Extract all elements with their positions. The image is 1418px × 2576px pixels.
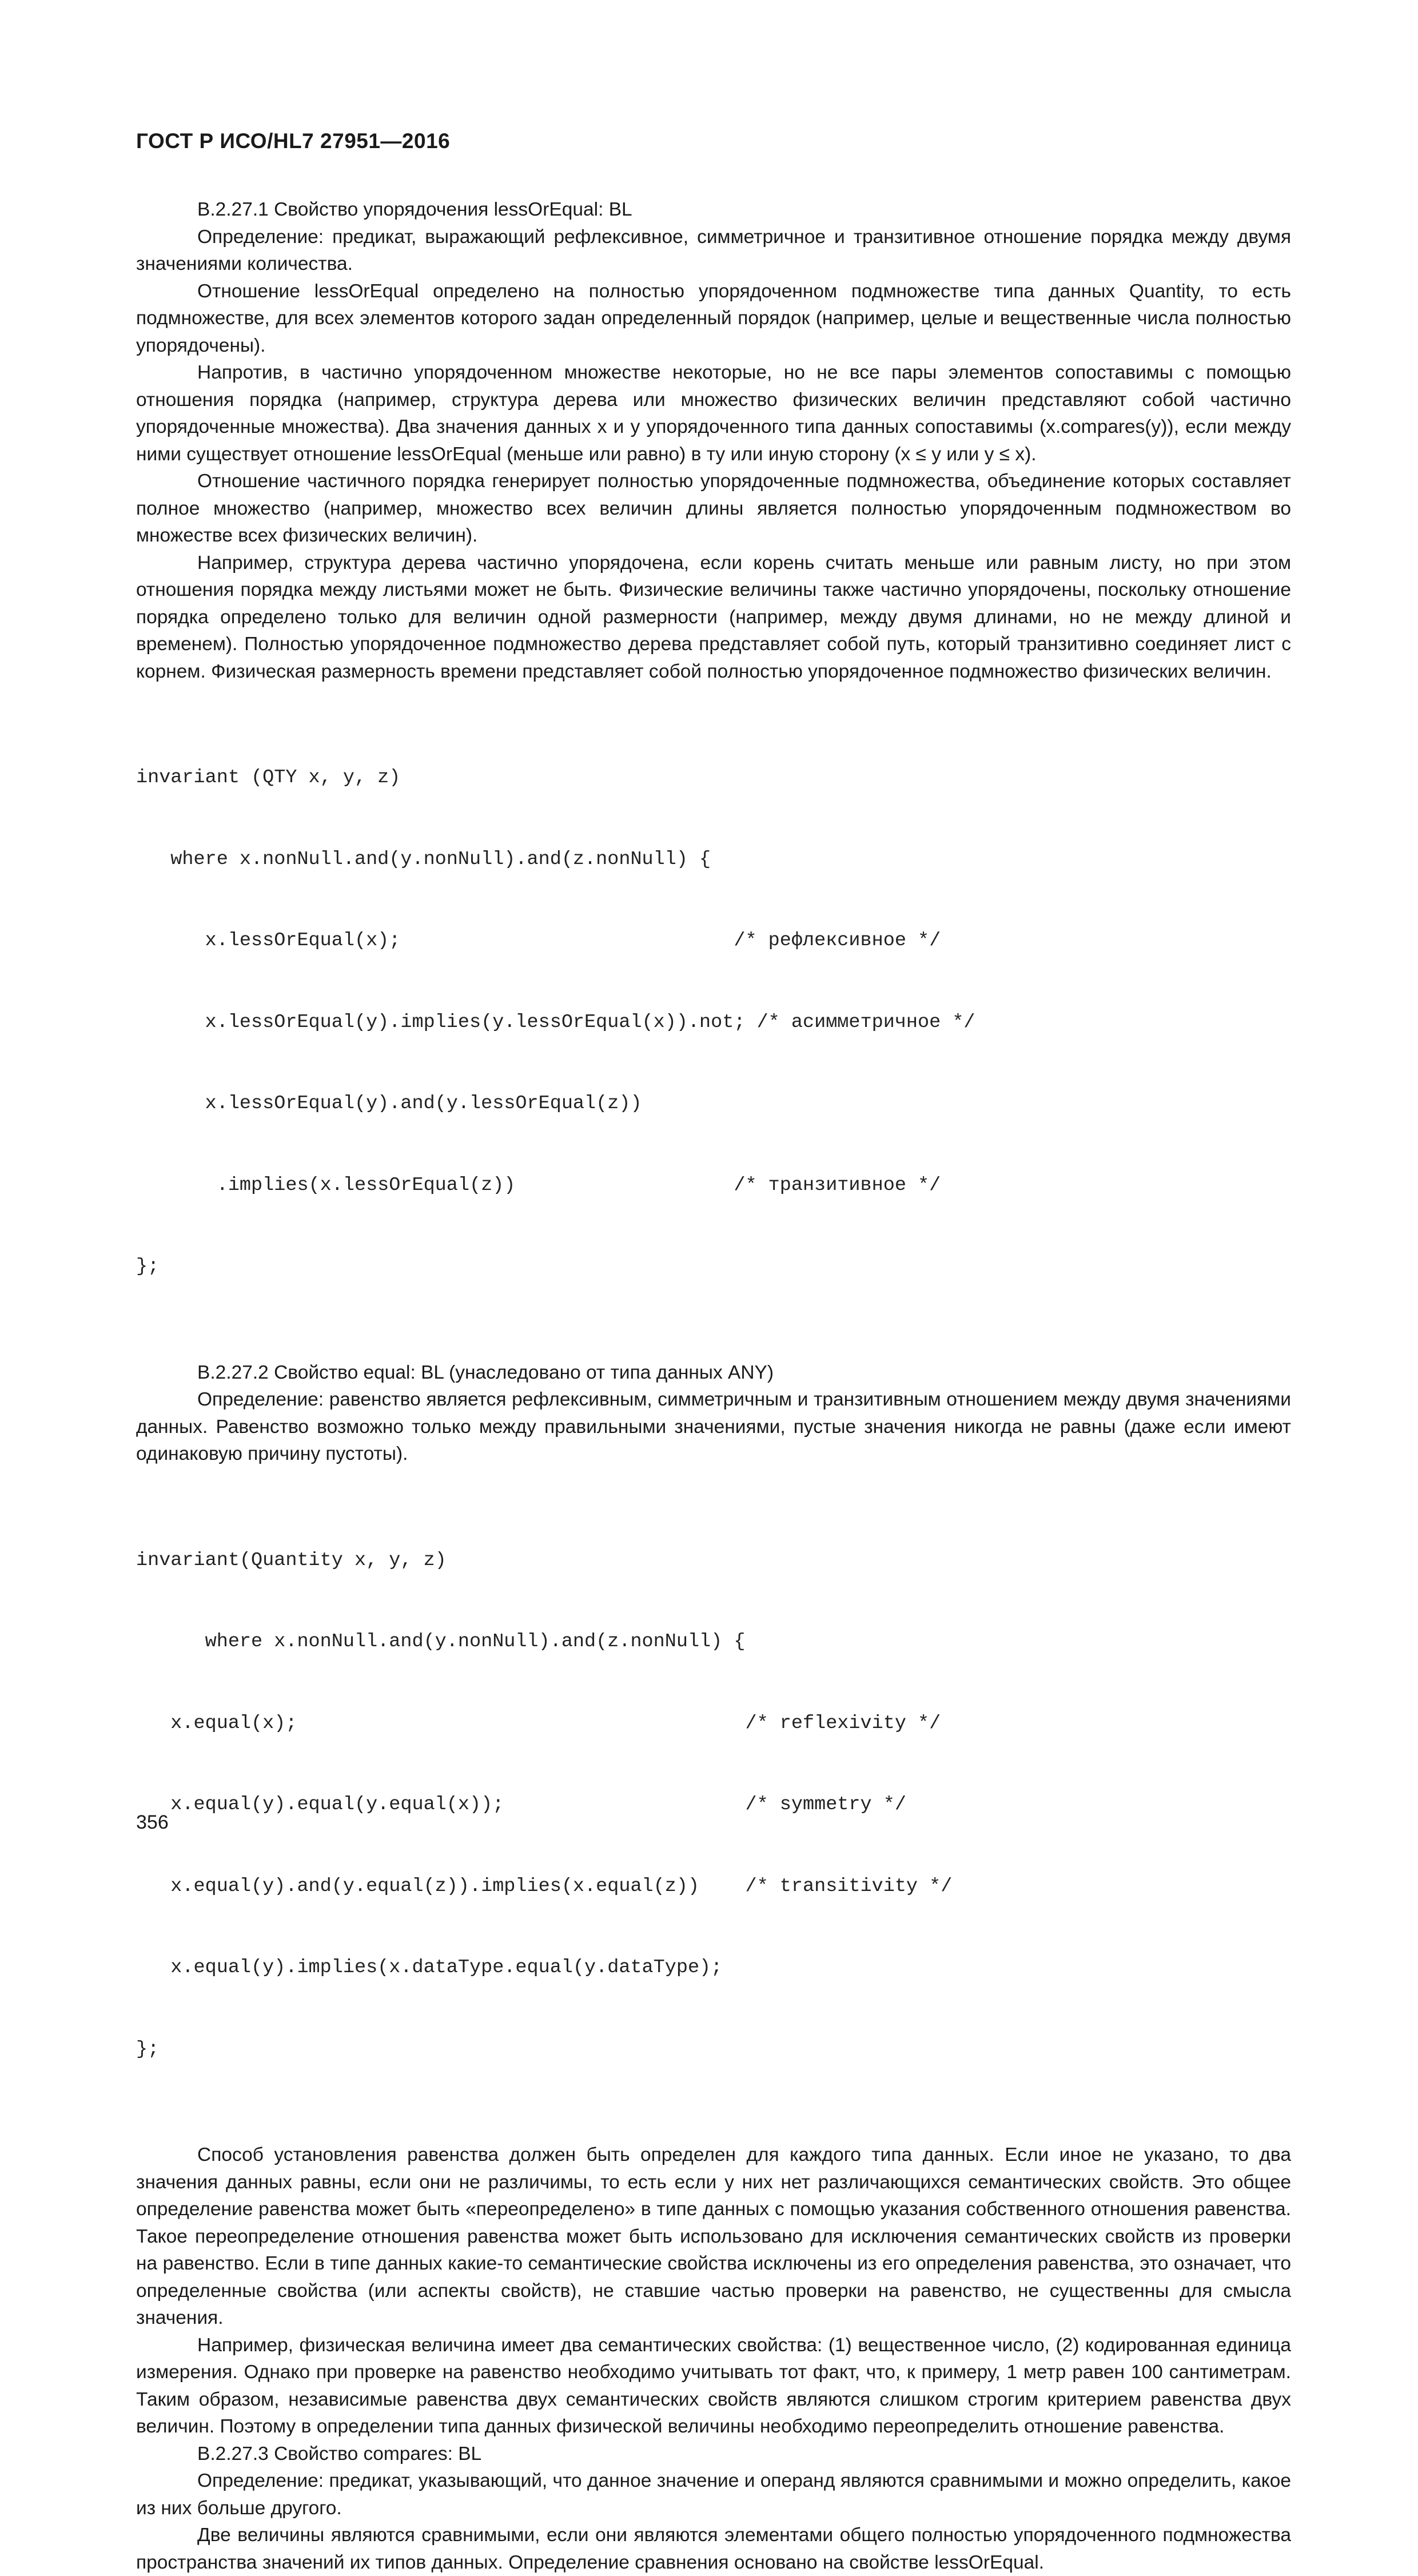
code-line: invariant(Quantity x, y, z)	[136, 1549, 447, 1571]
code-line: x.equal(y).and(y.equal(z)).implies(x.equal(z)) /* transitivity */	[136, 1875, 953, 1897]
code-block-lessorequal	[136, 710, 1291, 1335]
code-line: x.equal(y).implies(x.dataType.equal(y.dataType);	[136, 1957, 723, 1978]
paragraph: Отношение lessOrEqual определено на полностью упорядоченном подмножестве типа данных Quantity, то есть подмножестве, для всех элементов которого задан определенный порядок (например, целые и вещественные числа полностью упорядочены).	[136, 280, 1291, 356]
paragraph: Отношение частичного порядка генерирует полностью упорядоченные подмножества, объединение которых составляет полное множество (например, множество всех величин длины является полностью упорядоченным подмножеством во множестве всех физических величин).	[136, 471, 1291, 546]
code-line: x.equal(x); /* reflexivity */	[136, 1712, 941, 1734]
section-heading-b2273: B.2.27.3 Свойство compares: BL	[197, 2443, 482, 2464]
page-number: 356	[136, 1811, 169, 1833]
code-block-equal	[136, 1493, 1291, 2118]
code-line: .implies(x.lessOrEqual(z)) /* транзитивное */	[136, 1174, 941, 1196]
section-heading-b2271: B.2.27.1 Свойство упорядочения lessOrEqual: BL	[197, 199, 632, 220]
paragraph: Например, физическая величина имеет два семантических свойства: (1) вещественное число, (2) кодированная единица измерения. Однако при проверке на равенство необходимо учитывать тот факт, что, к примеру, 1 метр равен 100 сантиметрам. Таким образом, независимые равенства двух семантических свойств являются слишком строгим критерием равенства двух величин. Поэтому в определении типа данных физической величины необходимо переопределить отношение равенства.	[136, 2334, 1291, 2437]
section-heading-b2272: B.2.27.2 Свойство equal: BL (унаследовано от типа данных ANY)	[197, 1361, 774, 1383]
paragraph-definition: Определение: предикат, указывающий, что данное значение и операнд являются сравнимыми и можно определить, какое из них больше другого.	[136, 2470, 1291, 2519]
code-line: x.lessOrEqual(y).and(y.lessOrEqual(z))	[136, 1093, 642, 1114]
paragraph: Например, структура дерева частично упорядочена, если корень считать меньше или равным листу, но при этом отношения порядка между листьями может не быть. Физические величины также частично упорядочены, поскольку отношение порядка определено только для величин одной размерности (например, между двумя длинами, но не между длиной и временем). Полностью упорядоченное подмножество дерева представляет собой путь, который транзитивно соединяет лист с корнем. Физическая размерность времени представляет собой полностью упорядоченное подмножество физических величин.	[136, 552, 1291, 682]
code-line: where x.nonNull.and(y.nonNull).and(z.nonNull) {	[136, 1631, 746, 1653]
code-line: invariant (QTY x, y, z)	[136, 767, 401, 789]
document-header: ГОСТ Р ИСО/HL7 27951—2016	[136, 129, 451, 153]
paragraph-definition: Определение: предикат, выражающий рефлексивное, симметричное и транзитивное отношение порядка между двумя значениями количества.	[136, 226, 1291, 274]
code-line: x.lessOrEqual(y).implies(y.lessOrEqual(x)).not; /* асимметричное */	[136, 1011, 975, 1033]
code-line: };	[136, 2038, 160, 2060]
paragraph: Напротив, в частично упорядоченном множестве некоторые, но не все пары элементов сопоставимы с помощью отношения порядка (например, структура дерева или множество физических величин представляют собой частично упорядоченные множества). Два значения данных x и y упорядоченного типа данных сопоставимы (x.compares(y)), если между ними существует отношение lessOrEqual (меньше или равно) в ту или иную сторону (x ≤ y или y ≤ x).	[136, 362, 1291, 465]
code-line: where x.nonNull.and(y.nonNull).and(z.nonNull) {	[136, 848, 711, 870]
code-line: };	[136, 1256, 160, 1277]
paragraph: Две величины являются сравнимыми, если они являются элементами общего полностью упорядоченного подмножества пространства значений их типов данных. Определение сравнения основано на свойстве lessOrEqual.	[136, 2525, 1291, 2573]
paragraph: Способ установления равенства должен быть определен для каждого типа данных. Если иное не указано, то два значения данных равны, если они не различимы, то есть если у них нет различающихся семантических свойств. Это общее определение равенства может быть «переопределено» в типе данных с помощью указания собственного отношения равенства. Такое переопределение отношения равенства может быть использовано для исключения семантических свойств из проверки на равенство. Если в типе данных какие-то семантические свойства исключены из его определения равенства, это означает, что определенные свойства (или аспекты свойств), не ставшие частью проверки на равенство, не существенны для смысла значения.	[136, 2144, 1291, 2328]
document-body	[136, 196, 1291, 2576]
paragraph-definition: Определение: равенство является рефлексивным, симметричным и транзитивным отношением между двумя значениями данных. Равенство возможно только между правильными значениями, пустые значения никогда не равны (даже если имеют одинаковую причину пустоты).	[136, 1389, 1291, 1464]
code-line: x.equal(y).equal(y.equal(x)); /* symmetry */	[136, 1794, 906, 1815]
code-line: x.lessOrEqual(x); /* рефлексивное */	[136, 930, 941, 951]
